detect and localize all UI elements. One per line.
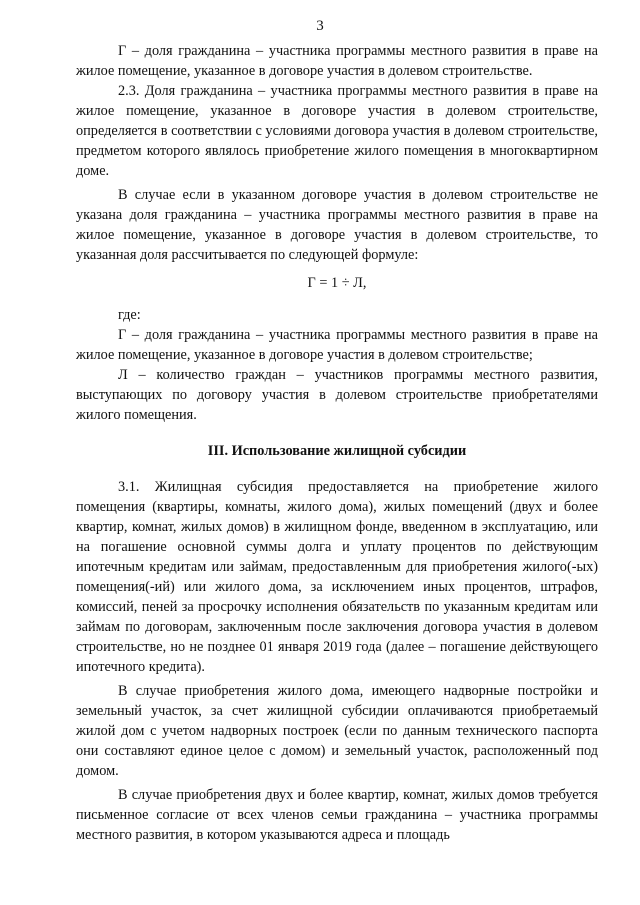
formula: Г = 1 ÷ Л,	[307, 275, 367, 291]
document-body	[76, 41, 598, 845]
definition-g: Г – доля гражданина – участника программы местного развития в праве на жилое помещение, указанное в договоре участия в долевом строительстве;	[76, 327, 598, 363]
section-heading: III. Использование жилищной субсидии	[207, 443, 467, 459]
page-number: 3	[316, 18, 324, 34]
paragraph-g-definition-intro: Г – доля гражданина – участника программы местного развития в праве на жилое помещение, указанное в договоре участия в долевом строительстве.	[76, 43, 598, 79]
paragraph-3-1: 3.1. Жилищная субсидия предоставляется на приобретение жилого помещения (квартиры, комнаты, жилого дома), жилых помещений (двух и более квартир, комнат, жилых домов) в жилищном фонде, введенном в эксплуатацию, или на погашение основной суммы долга и уплату процентов по действующим ипотечным кредитам или займам, предоставленным для приобретения жилого(-ых) помещения(-ий) или жилого дома, за исключением иных процентов, штрафов, комиссий, пеней за просрочку исполнения обязательств по указанным кредитам или займам по договорам, заключенным после заключения договора участия в долевом строительстве, но не позднее 01 января 2019 года (далее – погашение действующего ипотечного кредита).	[76, 479, 598, 675]
paragraph-house-purchase: В случае приобретения жилого дома, имеющего надворные постройки и земельный участок, за счет жилищной субсидии оплачиваются приобретаемый жилой дом с учетом надворных построек (если по данным технического паспорта они составляют единое целое с домом) и земельный участок, расположенный под домом.	[76, 683, 598, 779]
definition-l: Л – количество граждан – участников программы местного развития, выступающих по договору участия в долевом строительстве приобретателями жилого помещения.	[76, 367, 598, 423]
paragraph-2-3: 2.3. Доля гражданина – участника программы местного развития в праве на жилое помещение, указанное в договоре участия в долевом строительстве, определяется в соответствии с условиями договора участия в долевом строительстве, предметом которого являлось приобретение жилого помещения в многоквартирном доме.	[76, 83, 598, 179]
paragraph-multiple-purchase: В случае приобретения двух и более квартир, комнат, жилых домов требуется письменное согласие от всех членов семьи гражданина – участника программы местного развития, в котором указываются адреса и площадь	[76, 787, 598, 843]
paragraph-share-not-specified: В случае если в указанном договоре участия в долевом строительстве не указана доля гражданина – участника программы местного развития в праве на жилое помещение, указанное в договоре участия в долевом строительстве, то указанная доля рассчитывается по следующей формуле:	[76, 187, 598, 263]
where-label: где:	[118, 307, 141, 323]
